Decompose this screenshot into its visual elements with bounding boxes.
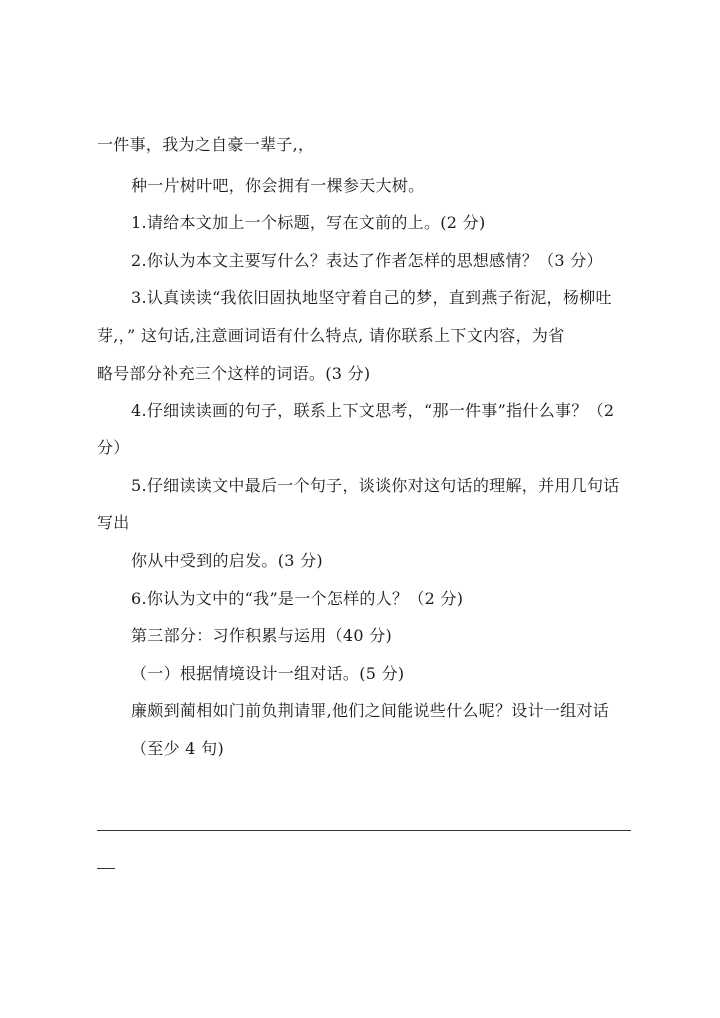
answer-line bbox=[97, 830, 631, 831]
dialogue-prompt-line-1: 廉颇到蔺相如门前负荆请罪,他们之间能说些什么呢？设计一组对话 bbox=[131, 701, 610, 720]
text-line-2: 种一片树叶吧，你会拥有一棵参天大树。 bbox=[131, 176, 425, 195]
question-5-line-2: 写出 bbox=[97, 513, 130, 532]
question-3-line-3: 略号部分补充三个这样的词语。(3 分) bbox=[97, 364, 371, 383]
answer-line-end bbox=[97, 868, 115, 869]
text-line-1: 一件事，我为之自豪一辈子,， bbox=[97, 135, 315, 154]
subsection-heading: （一）根据情境设计一组对话。(5 分) bbox=[131, 664, 405, 683]
section-heading: 第三部分：习作积累与运用（40 分) bbox=[131, 626, 393, 645]
question-2: 2.你认为本文主要写什么？表达了作者怎样的思想感情？（3 分） bbox=[131, 251, 603, 270]
question-3-line-1: 3.认真读读“我依旧固执地坚守着自己的梦，直到燕子衔泥，杨柳吐 bbox=[131, 288, 612, 307]
question-3-line-2: 芽,，” 这句话,注意画词语有什么特点, 请你联系上下文内容，为省 bbox=[97, 326, 565, 345]
question-1: 1.请给本文加上一个标题，写在文前的上。(2 分) bbox=[131, 213, 486, 232]
question-6: 6.你认为文中的“我”是一个怎样的人？（2 分) bbox=[131, 589, 464, 608]
question-5-line-3: 你从中受到的启发。(3 分) bbox=[131, 551, 323, 570]
question-4-line-2: 分） bbox=[97, 438, 130, 457]
question-4-line-1: 4.仔细读读画的句子，联系上下文思考，“那一件事”指什么事？（2 bbox=[131, 401, 615, 420]
question-5-line-1: 5.仔细读读文中最后一个句子，谈谈你对这句话的理解，并用几句话 bbox=[131, 476, 620, 495]
dialogue-prompt-line-2: （至少 4 句) bbox=[131, 739, 224, 758]
